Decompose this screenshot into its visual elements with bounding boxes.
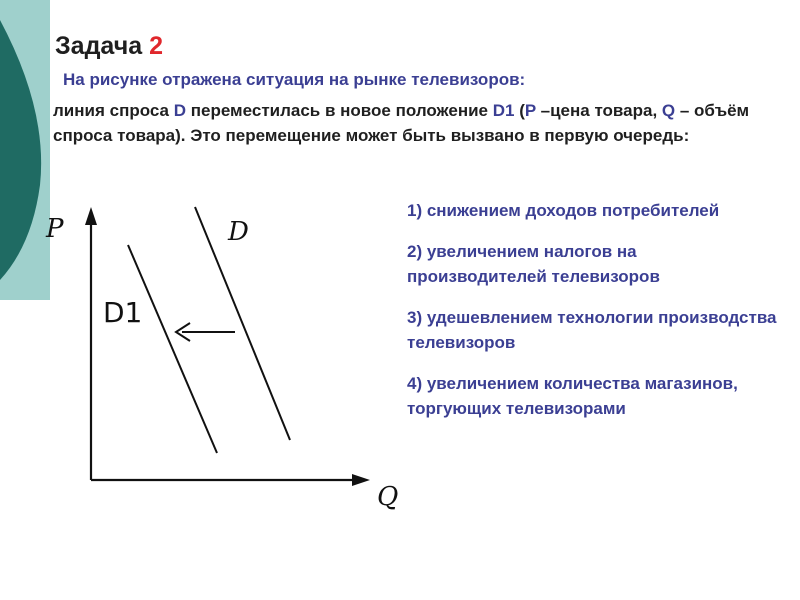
desc-symbol-p: P	[524, 101, 536, 120]
answer-options	[407, 198, 777, 437]
curve-d-label: D	[228, 217, 249, 247]
desc-symbol-d: D	[173, 101, 186, 120]
page-title	[55, 32, 163, 61]
desc-symbol-q: Q	[661, 101, 676, 120]
desc-text-5: – объём спроса товара). Это перемещение может быть вызвано в первую очередь:	[53, 101, 750, 145]
answer-option-1: 1) снижением доходов потребителей	[407, 201, 720, 220]
x-axis-arrowhead	[352, 474, 370, 486]
desc-text-3: (	[514, 101, 525, 120]
demand-curve-d1	[128, 245, 217, 453]
desc-text-4: –цена товара,	[535, 101, 662, 120]
task-subtitle: На рисунке отражена ситуация на рынке телевизоров:	[63, 70, 526, 89]
desc-text-1: линия спроса	[53, 101, 174, 120]
task-description	[53, 98, 773, 148]
title-number: 2	[149, 32, 163, 60]
desc-symbol-d1: D1	[492, 101, 515, 120]
y-axis-label: P	[46, 214, 64, 244]
answer-option-4: 4) увеличением количества магазинов, торгующих телевизорами	[407, 374, 738, 418]
answer-option-2: 2) увеличением налогов на производителей телевизоров	[407, 242, 660, 286]
demand-shift-graph	[40, 195, 400, 525]
x-axis-label: Q	[377, 482, 399, 512]
title-word: Задача	[55, 32, 143, 60]
desc-text-2: переместилась в новое положение	[186, 101, 493, 120]
curve-d1-label: D1	[103, 296, 143, 329]
answer-option-3: 3) удешевлением технологии производства телевизоров	[407, 308, 777, 352]
y-axis-arrowhead	[85, 207, 97, 225]
